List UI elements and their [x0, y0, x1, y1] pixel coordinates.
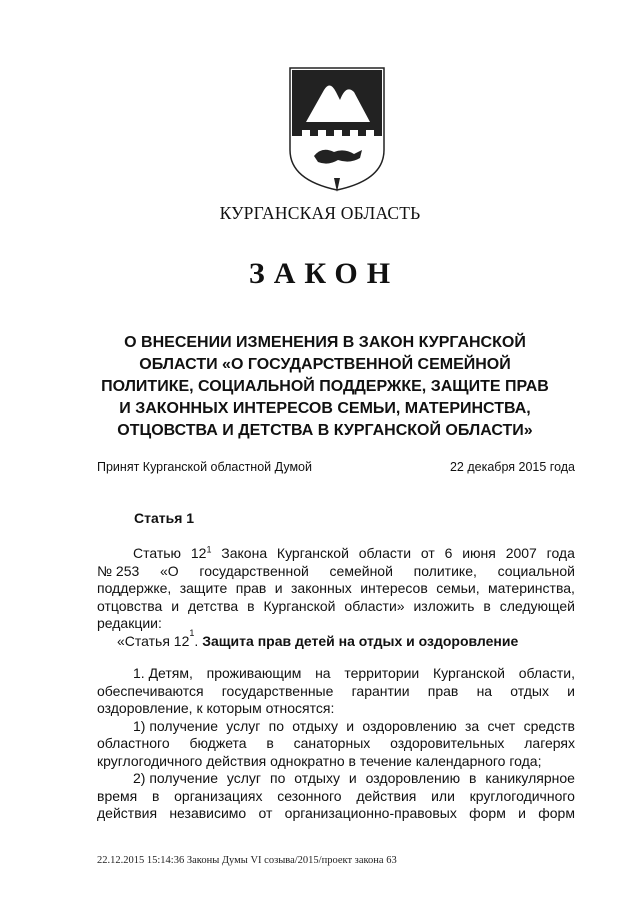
- word: детства: [187, 597, 239, 614]
- word: круглогодичного: [469, 787, 575, 804]
- word: или: [431, 787, 455, 804]
- law-title-line: О ВНЕСЕНИИ ИЗМЕНЕНИЯ В ЗАКОН КУРГАНСКОЙ: [124, 334, 526, 351]
- word: Статью: [133, 545, 182, 561]
- word: действия: [356, 787, 417, 804]
- word: 1. Детям,: [133, 665, 193, 681]
- word: в: [247, 597, 255, 614]
- word: и: [348, 770, 357, 786]
- word: прав: [235, 580, 267, 596]
- word: и: [567, 682, 575, 699]
- superscript: 1: [189, 627, 195, 638]
- word: на: [476, 682, 493, 699]
- word: Курганской: [263, 597, 336, 614]
- text-line: [97, 683, 575, 701]
- word: организационно-правовых: [284, 805, 457, 821]
- word: отцовства: [97, 597, 163, 614]
- word: и: [171, 597, 180, 614]
- text-line: [97, 580, 575, 598]
- word: $12^1$: [190, 544, 212, 561]
- adoption-row: [97, 460, 575, 474]
- word: областного: [97, 735, 170, 751]
- text-line: [97, 735, 575, 753]
- word: форм: [538, 805, 575, 821]
- word: время: [97, 787, 138, 804]
- new-article-name: Защита прав детей на отдых и оздоровление: [202, 632, 519, 649]
- adoption-date: 22 декабря 2015 года: [449, 460, 575, 474]
- word: года: [546, 545, 575, 561]
- word: отдыху: [294, 770, 340, 786]
- word: «О: [160, 562, 179, 579]
- word: оздоровительных: [390, 735, 505, 751]
- word: следующей: [499, 597, 575, 614]
- text-line: [97, 770, 575, 788]
- word: Курганской: [432, 665, 505, 681]
- word: Курганской: [276, 545, 349, 561]
- word: семейной: [329, 562, 393, 579]
- word: политике,: [413, 562, 477, 579]
- article-paragraph: [97, 665, 575, 823]
- word: области,: [518, 665, 575, 681]
- word: проживающим: [206, 665, 302, 681]
- superscript: 1: [206, 544, 212, 555]
- word: и: [346, 717, 355, 734]
- law-title-line: ОБЛАСТИ «О ГОСУДАРСТВЕННОЙ СЕМЕЙНОЙ: [139, 356, 511, 373]
- word: форм: [469, 805, 506, 821]
- text-line: [97, 598, 575, 616]
- word: в: [151, 787, 160, 804]
- word: семьи,: [436, 580, 480, 596]
- law-title-line: ПОЛИТИКЕ, СОЦИАЛЬНОЙ ПОДДЕРЖКЕ, ЗАЩИТЕ ПРАВ: [101, 378, 549, 395]
- word: 2) получение: [133, 770, 218, 786]
- word: в: [483, 597, 491, 614]
- word: № 253: [97, 562, 140, 579]
- word: территории: [344, 665, 420, 681]
- word: материнства,: [488, 580, 575, 596]
- word: прав: [427, 682, 459, 699]
- word: оздоровлению: [365, 770, 461, 786]
- word: на: [315, 665, 331, 681]
- law-title-line: И ЗАКОННЫХ ИНТЕРЕСОВ СЕМЬИ, МАТЕРИНСТВА,: [119, 400, 531, 417]
- coat-of-arms-icon: [284, 62, 390, 194]
- document-type: ЗАКОН: [248, 257, 400, 290]
- word: интересов: [360, 580, 428, 596]
- text-line: [97, 563, 575, 581]
- word: Закона: [221, 545, 268, 561]
- word: 2007: [505, 545, 537, 561]
- word: области: [358, 545, 412, 561]
- word: по: [268, 717, 285, 734]
- word: государственные: [221, 682, 334, 699]
- footer-stamp: 22.12.2015 15:14:36 Законы Думы VI созыва/2015/проект закона 63: [97, 855, 397, 866]
- text-line: [97, 788, 575, 806]
- word: и: [274, 580, 283, 596]
- word: июня: [462, 545, 496, 561]
- word: сезонного: [277, 787, 342, 804]
- word: отдыху: [292, 717, 338, 734]
- word: 6: [444, 545, 453, 561]
- text-line: [97, 718, 575, 736]
- text-line: круглогодичного действия однократно в течение календарного года;: [97, 752, 542, 769]
- word: за: [464, 717, 480, 734]
- word: средств: [523, 717, 575, 734]
- word: счет: [487, 717, 516, 734]
- word: лагерях: [524, 735, 575, 751]
- text-line: редакции:: [97, 615, 162, 631]
- word: по: [269, 770, 286, 786]
- word: санаторных: [293, 735, 371, 751]
- article-intro: [97, 545, 575, 650]
- word: независимо: [169, 805, 247, 821]
- word: защите: [179, 580, 228, 596]
- word: услуг: [226, 717, 261, 734]
- word: действия: [97, 805, 158, 821]
- law-title: [86, 332, 564, 442]
- word: социальной: [497, 562, 575, 579]
- word: бюджета: [189, 735, 247, 751]
- word: государственной: [199, 562, 309, 579]
- text-line: [97, 665, 575, 683]
- region-name: КУРГАНСКАЯ ОБЛАСТЬ: [219, 203, 421, 223]
- word: организациях: [174, 787, 263, 804]
- word: отдых: [510, 682, 549, 699]
- word: оздоровлению: [362, 717, 457, 734]
- text-line: [97, 545, 575, 563]
- accepted-by: Принят Курганской областной Думой: [97, 460, 312, 474]
- word: поддержке,: [97, 580, 172, 596]
- text-line: оздоровление, к которым относятся:: [97, 700, 335, 716]
- article-heading: Статья 1: [134, 510, 195, 526]
- word: обеспечиваются: [97, 682, 204, 699]
- new-article-title: «Статья 12 1 . Защита прав детей на отдых и оздоровление: [117, 627, 519, 649]
- word: от: [258, 805, 273, 821]
- word: изложить: [413, 597, 475, 614]
- word: 1) получение: [133, 717, 218, 734]
- word: области»: [344, 597, 405, 614]
- word: законных: [291, 580, 352, 596]
- word: от: [420, 545, 435, 561]
- word: каникулярное: [485, 770, 575, 786]
- word: и: [518, 805, 526, 821]
- new-article-prefix: «Статья 12: [117, 632, 190, 649]
- word: гарантии: [351, 682, 410, 699]
- word: в: [266, 735, 274, 751]
- law-title-line: ОТЦОВСТВА И ДЕТСТВА В КУРГАНСКОЙ ОБЛАСТИ»: [117, 422, 533, 439]
- word: в: [469, 770, 477, 786]
- text-line: [97, 805, 575, 823]
- word: услуг: [226, 770, 262, 786]
